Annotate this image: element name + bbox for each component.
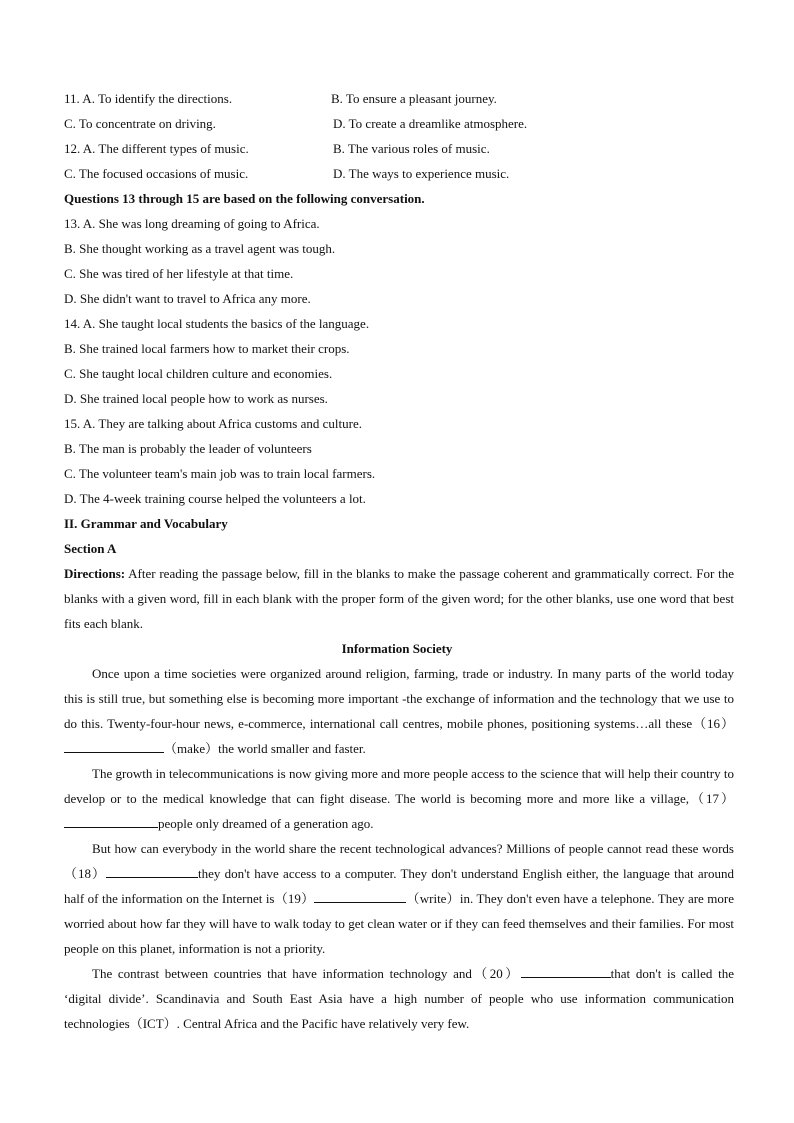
blank-19[interactable] [314, 888, 406, 903]
conversation-intro: Questions 13 through 15 are based on the following conversation. [64, 191, 425, 206]
q15-option-a: 15. A. They are talking about Africa customs and culture. [64, 416, 362, 431]
paragraph-1: Once upon a time societies were organized around religion, farming, trade or industry. In many parts of the world today this is still true, but something else is becoming more important -the exchange of information and the technology that we use to do this. Twenty-four-hour news, e-commerce, international call centres, mobile phones, positioning systems…all these（16）（make）the world smaller and faster. [64, 666, 734, 756]
q13-option-a: 13. A. She was long dreaming of going to Africa. [64, 216, 320, 231]
paragraph-3: But how can everybody in the world share the recent technological advances? Millions of people cannot read these words（18） they don't have access to a computer. They don't understand English either, the language that around half of the information on the Internet is（19） （write）in. They don't even have a telephone. They are more worried about how far they will have to walk today to get clean water or if they can feed themselves and their families. For most people on this planet, information is not a priority. [64, 841, 734, 956]
directions [64, 561, 734, 636]
q11-option-a: 11. A. To identify the directions. [64, 91, 233, 106]
section-title: Section A [64, 541, 117, 556]
q12-option-c: C. The focused occasions of music. [64, 166, 249, 181]
q15-option-b: B. The man is probably the leader of volunteers [64, 441, 312, 456]
q13-option-d: D. She didn't want to travel to Africa any more. [64, 291, 311, 306]
q13-option-c: C. She was tired of her lifestyle at that time. [64, 266, 294, 281]
blank-20[interactable] [521, 963, 611, 978]
q14-option-b: B. She trained local farmers how to market their crops. [64, 341, 350, 356]
paragraph-2: The growth in telecommunications is now giving more and more people access to the science that will help their country to develop or to the medical knowledge that can fight disease. The world is becoming more and more like a village,（17）people only dreamed of a generation ago. [64, 766, 734, 831]
q11-option-c: C. To concentrate on driving. [64, 116, 216, 131]
q12-option-a: 12. A. The different types of music. [64, 141, 249, 156]
passage-title: Information Society [341, 641, 453, 656]
directions-text: After reading the passage below, fill in the blanks to make the passage coherent and grammatically correct. For the blanks with a given word, fill in each blank with the proper form of the given word; for the other blanks, use one word that best fits each blank. [64, 566, 734, 631]
paragraph-4: The contrast between countries that have information technology and（20） that don't is called the ‘digital divide’. Scandinavia and South East Asia have a high number of people who use information communication technologies（ICT）. Central Africa and the Pacific have relatively very few. [64, 961, 734, 1036]
q12-option-d: D. The ways to experience music. [333, 166, 510, 181]
blank-17[interactable] [64, 813, 158, 828]
q14-option-a: 14. A. She taught local students the basics of the language. [64, 316, 370, 331]
q11-option-b: B. To ensure a pleasant journey. [331, 91, 497, 106]
part-title: II. Grammar and Vocabulary [64, 516, 228, 531]
passage [64, 661, 734, 1036]
blank-16[interactable] [64, 738, 164, 753]
q12-option-b: B. The various roles of music. [333, 141, 490, 156]
directions-label: Directions: [64, 566, 126, 581]
q13-option-b: B. She thought working as a travel agent was tough. [64, 241, 336, 256]
q14-option-c: C. She taught local children culture and economies. [64, 366, 333, 381]
q11-option-d: D. To create a dreamlike atmosphere. [333, 116, 528, 131]
q15-option-c: C. The volunteer team's main job was to train local farmers. [64, 466, 376, 481]
q14-option-d: D. She trained local people how to work as nurses. [64, 391, 328, 406]
blank-18[interactable] [106, 863, 198, 878]
q15-option-d: D. The 4-week training course helped the volunteers a lot. [64, 491, 366, 506]
